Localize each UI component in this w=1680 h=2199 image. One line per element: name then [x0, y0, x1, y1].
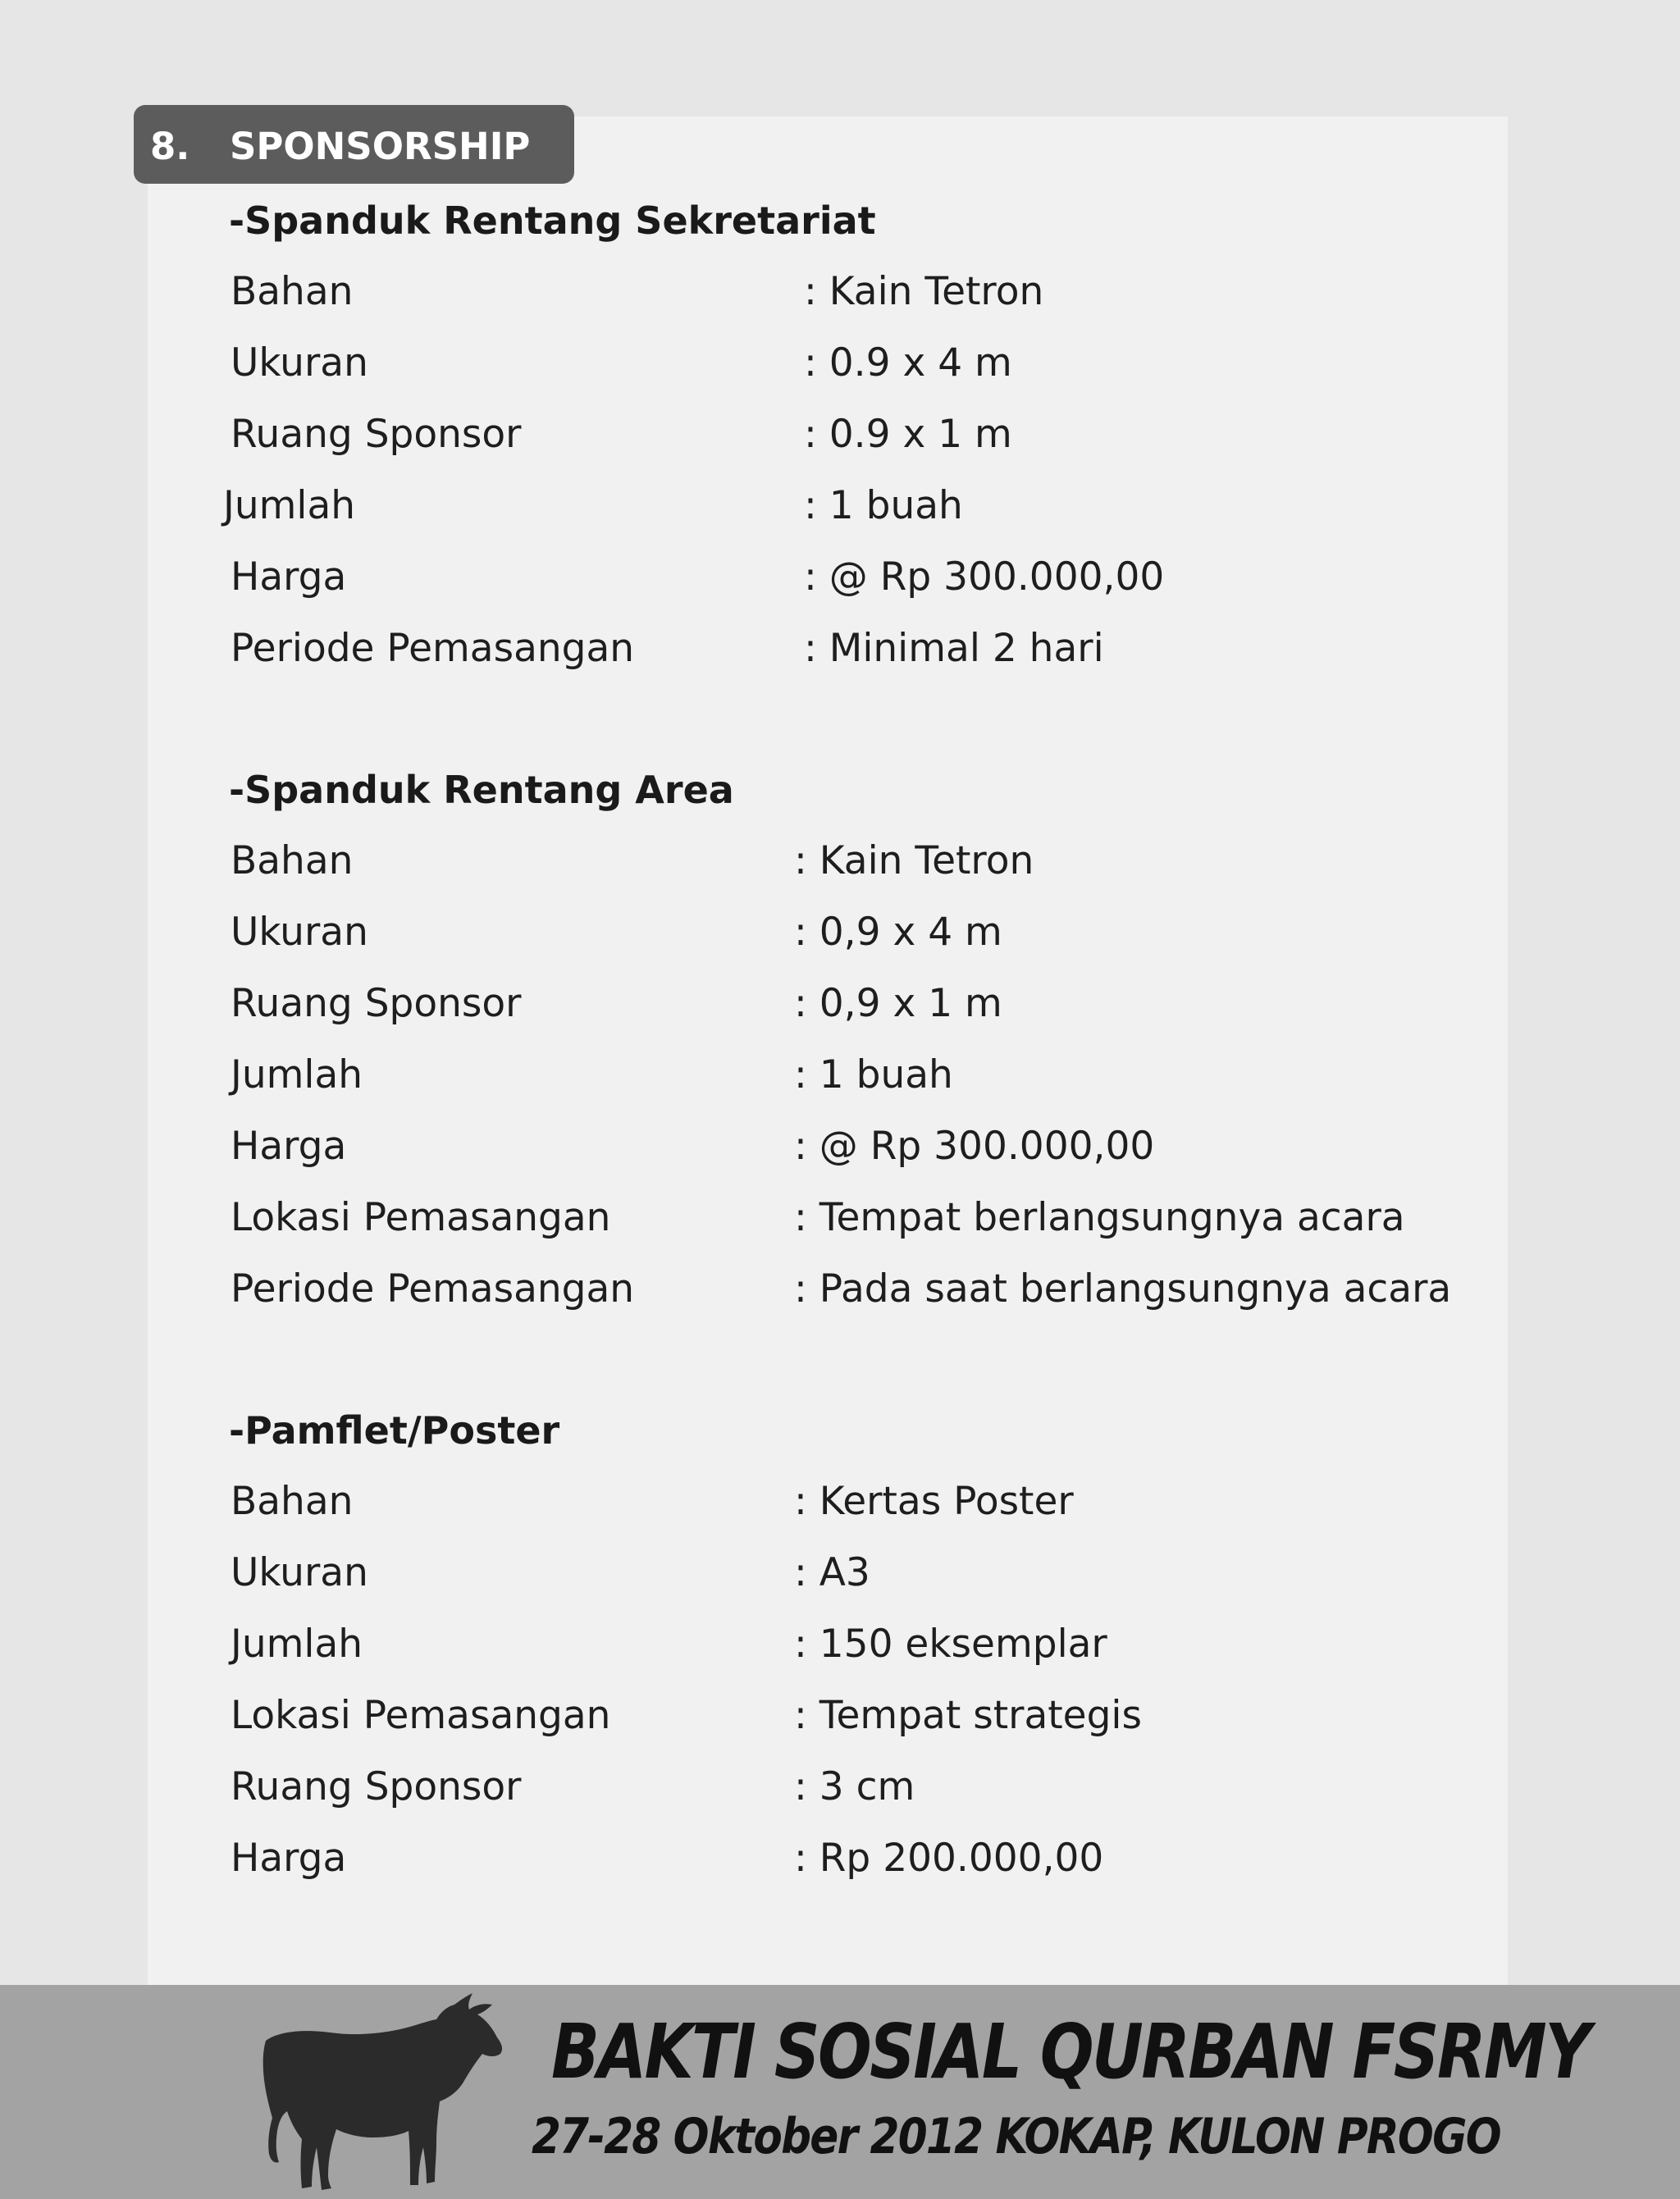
spec-value: : @ Rp 300.000,00 — [794, 1124, 1155, 1169]
spec-value: : 3 cm — [794, 1764, 915, 1809]
spec-value: : 1 buah — [794, 1052, 953, 1097]
spec-row — [0, 1764, 1680, 1813]
spec-row — [0, 1195, 1680, 1244]
spec-label: Jumlah — [231, 1622, 363, 1667]
spec-value: : 0.9 x 4 m — [804, 340, 1012, 386]
spec-label: Ukuran — [231, 910, 368, 955]
spec-row — [0, 1622, 1680, 1671]
spec-label: Harga — [231, 554, 347, 600]
spec-value: : Kain Tetron — [804, 269, 1044, 314]
spec-label: Harga — [231, 1836, 347, 1881]
spec-row — [0, 340, 1680, 390]
spec-label: Bahan — [231, 1479, 354, 1524]
spec-label: Bahan — [231, 838, 354, 883]
spec-row — [0, 412, 1680, 461]
spec-row — [0, 838, 1680, 887]
section-header — [134, 105, 574, 184]
spec-value: : Kertas Poster — [794, 1479, 1074, 1524]
spec-row — [0, 910, 1680, 959]
spec-value: : 0.9 x 1 m — [804, 412, 1012, 457]
spec-label: Harga — [231, 1124, 347, 1169]
spec-row — [0, 626, 1680, 675]
spec-value: : Rp 200.000,00 — [794, 1836, 1104, 1881]
spec-label: Ruang Sponsor — [231, 412, 522, 457]
item-heading-spanduk-area: -Spanduk Rentang Area — [229, 768, 734, 812]
spec-label: Ukuran — [231, 1550, 368, 1595]
spec-row — [0, 554, 1680, 604]
spec-row — [0, 269, 1680, 318]
spec-row — [0, 1693, 1680, 1742]
spec-value: : Pada saat berlangsungnya acara — [794, 1266, 1452, 1312]
spec-row — [0, 1836, 1680, 1885]
spec-value: : A3 — [794, 1550, 870, 1595]
spec-row — [0, 1124, 1680, 1173]
spec-value: : @ Rp 300.000,00 — [804, 554, 1165, 600]
spec-row — [0, 1266, 1680, 1316]
spec-value: : Tempat strategis — [794, 1693, 1142, 1738]
spec-row — [0, 483, 1680, 532]
spec-label: Jumlah — [231, 1052, 363, 1097]
cow-icon — [254, 1991, 515, 2192]
spec-row — [0, 1479, 1680, 1528]
spec-value: : Minimal 2 hari — [804, 626, 1104, 671]
spec-value: : 1 buah — [804, 483, 963, 528]
spec-row — [0, 1052, 1680, 1102]
spec-value: : 150 eksemplar — [794, 1622, 1107, 1667]
spec-label: Bahan — [231, 269, 354, 314]
spec-label: Ukuran — [231, 340, 368, 386]
spec-label: Lokasi Pemasangan — [231, 1195, 611, 1240]
footer-title: BAKTI SOSIAL QURBAN FSRMY — [551, 2008, 1589, 2096]
spec-label: Periode Pemasangan — [231, 1266, 635, 1312]
spec-label: Periode Pemasangan — [231, 626, 635, 671]
spec-row — [0, 981, 1680, 1030]
spec-label: Ruang Sponsor — [231, 981, 522, 1026]
spec-label: Lokasi Pemasangan — [231, 1693, 611, 1738]
spec-value: : 0,9 x 4 m — [794, 910, 1002, 955]
section-number: 8. — [150, 125, 190, 168]
spec-label: Jumlah — [223, 483, 356, 528]
item-heading-pamflet-poster: -Pamflet/Poster — [229, 1408, 560, 1453]
spec-value: : 0,9 x 1 m — [794, 981, 1002, 1026]
footer-subtitle: 27-28 Oktober 2012 KOKAP, KULON PROGO — [532, 2108, 1500, 2165]
item-heading-spanduk-sekretariat: -Spanduk Rentang Sekretariat — [229, 198, 876, 243]
section-title: SPONSORSHIP — [230, 125, 531, 168]
spec-row — [0, 1550, 1680, 1599]
spec-value: : Kain Tetron — [794, 838, 1034, 883]
spec-label: Ruang Sponsor — [231, 1764, 522, 1809]
spec-value: : Tempat berlangsungnya acara — [794, 1195, 1405, 1240]
